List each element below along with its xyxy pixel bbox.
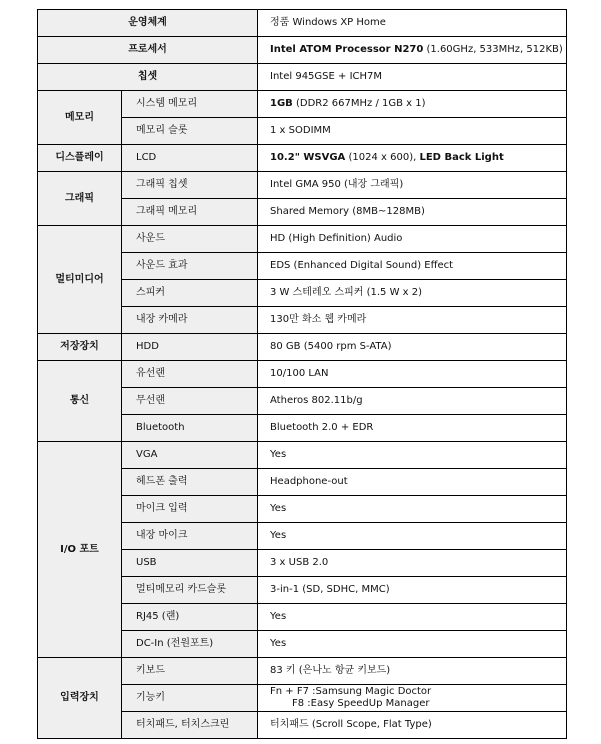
value-chipset: Intel 945GSE + ICH7M bbox=[258, 64, 567, 91]
spec-table bbox=[37, 9, 567, 739]
value-internal-mic: Yes bbox=[258, 523, 567, 550]
label-card-slot: 멀티메모리 카드슬롯 bbox=[122, 577, 258, 604]
value-camera: 130만 화소 웹 카메라 bbox=[258, 307, 567, 334]
label-rj45: RJ45 (랜) bbox=[122, 604, 258, 631]
value-rj45: Yes bbox=[258, 604, 567, 631]
value-dc-in: Yes bbox=[258, 631, 567, 658]
value-headphone: Headphone-out bbox=[258, 469, 567, 496]
label-touchpad: 터치패드, 터치스크린 bbox=[122, 712, 258, 739]
label-camera: 내장 카메라 bbox=[122, 307, 258, 334]
table-row bbox=[38, 361, 567, 388]
table-row bbox=[38, 91, 567, 118]
table-row bbox=[38, 37, 567, 64]
label-sound-effect: 사운드 효과 bbox=[122, 253, 258, 280]
value-function-keys bbox=[258, 685, 567, 712]
table-row bbox=[38, 658, 567, 685]
value-graphics-chipset: Intel GMA 950 (내장 그래픽) bbox=[258, 172, 567, 199]
label-sound: 사운드 bbox=[122, 226, 258, 253]
value-card-slot: 3-in-1 (SD, SDHC, MMC) bbox=[258, 577, 567, 604]
category-cpu: 프로세서 bbox=[38, 37, 258, 64]
category-io-ports: I/O 포트 bbox=[38, 442, 122, 658]
category-input-devices: 입력장치 bbox=[38, 658, 122, 739]
value-cpu-model: Intel ATOM Processor N270 bbox=[270, 44, 424, 55]
value-cpu-detail: (1.60GHz, 533MHz, 512KB) bbox=[423, 44, 563, 55]
value-vga: Yes bbox=[258, 442, 567, 469]
value-hdd: 80 GB (5400 rpm S-ATA) bbox=[258, 334, 567, 361]
category-graphics: 그래픽 bbox=[38, 172, 122, 226]
value-sound-effect: EDS (Enhanced Digital Sound) Effect bbox=[258, 253, 567, 280]
category-os: 운영체계 bbox=[38, 10, 258, 37]
value-lcd-size: 10.2" WSVGA bbox=[270, 152, 346, 163]
label-function-keys: 기능키 bbox=[122, 685, 258, 712]
label-mic-in: 마이크 입력 bbox=[122, 496, 258, 523]
label-hdd: HDD bbox=[122, 334, 258, 361]
value-fn-f8: F8 :Easy SpeedUp Manager bbox=[292, 698, 430, 709]
value-sound: HD (High Definition) Audio bbox=[258, 226, 567, 253]
value-graphics-memory: Shared Memory (8MB~128MB) bbox=[258, 199, 567, 226]
table-row bbox=[38, 10, 567, 37]
table-row bbox=[38, 442, 567, 469]
value-usb: 3 x USB 2.0 bbox=[258, 550, 567, 577]
label-wireless-lan: 무선랜 bbox=[122, 388, 258, 415]
category-display: 디스플레이 bbox=[38, 145, 122, 172]
label-system-memory: 시스템 메모리 bbox=[122, 91, 258, 118]
label-internal-mic: 내장 마이크 bbox=[122, 523, 258, 550]
value-memory-size: 1GB bbox=[270, 98, 293, 109]
label-dc-in: DC-In (전원포트) bbox=[122, 631, 258, 658]
value-cpu bbox=[258, 37, 567, 64]
value-mic-in: Yes bbox=[258, 496, 567, 523]
value-lcd-resolution: (1024 x 600), bbox=[345, 152, 420, 163]
label-keyboard: 키보드 bbox=[122, 658, 258, 685]
table-row bbox=[38, 172, 567, 199]
label-speaker: 스피커 bbox=[122, 280, 258, 307]
label-lcd: LCD bbox=[122, 145, 258, 172]
value-os: 정품 Windows XP Home bbox=[258, 10, 567, 37]
value-memory-slot: 1 x SODIMM bbox=[258, 118, 567, 145]
label-graphics-chipset: 그래픽 칩셋 bbox=[122, 172, 258, 199]
category-communication: 통신 bbox=[38, 361, 122, 442]
label-headphone: 헤드폰 출력 bbox=[122, 469, 258, 496]
label-wired-lan: 유선랜 bbox=[122, 361, 258, 388]
value-lcd bbox=[258, 145, 567, 172]
value-lcd-backlight: LED Back Light bbox=[419, 152, 504, 163]
label-usb: USB bbox=[122, 550, 258, 577]
label-vga: VGA bbox=[122, 442, 258, 469]
category-multimedia: 멀티미디어 bbox=[38, 226, 122, 334]
label-graphics-memory: 그래픽 메모리 bbox=[122, 199, 258, 226]
value-memory-detail: (DDR2 667MHz / 1GB x 1) bbox=[292, 98, 426, 109]
value-keyboard: 83 키 (은나노 항균 키보드) bbox=[258, 658, 567, 685]
value-wired-lan: 10/100 LAN bbox=[258, 361, 567, 388]
category-memory: 메모리 bbox=[38, 91, 122, 145]
value-fn-f7: Fn + F7 :Samsung Magic Doctor bbox=[270, 686, 432, 697]
table-row bbox=[38, 64, 567, 91]
value-touchpad: 터치패드 (Scroll Scope, Flat Type) bbox=[258, 712, 567, 739]
category-storage: 저장장치 bbox=[38, 334, 122, 361]
label-memory-slot: 메모리 슬롯 bbox=[122, 118, 258, 145]
value-wireless-lan: Atheros 802.11b/g bbox=[258, 388, 567, 415]
value-system-memory bbox=[258, 91, 567, 118]
category-chipset: 칩셋 bbox=[38, 64, 258, 91]
value-bluetooth: Bluetooth 2.0 + EDR bbox=[258, 415, 567, 442]
table-row bbox=[38, 226, 567, 253]
table-row bbox=[38, 334, 567, 361]
table-row bbox=[38, 145, 567, 172]
value-speaker: 3 W 스테레오 스피커 (1.5 W x 2) bbox=[258, 280, 567, 307]
label-bluetooth: Bluetooth bbox=[122, 415, 258, 442]
